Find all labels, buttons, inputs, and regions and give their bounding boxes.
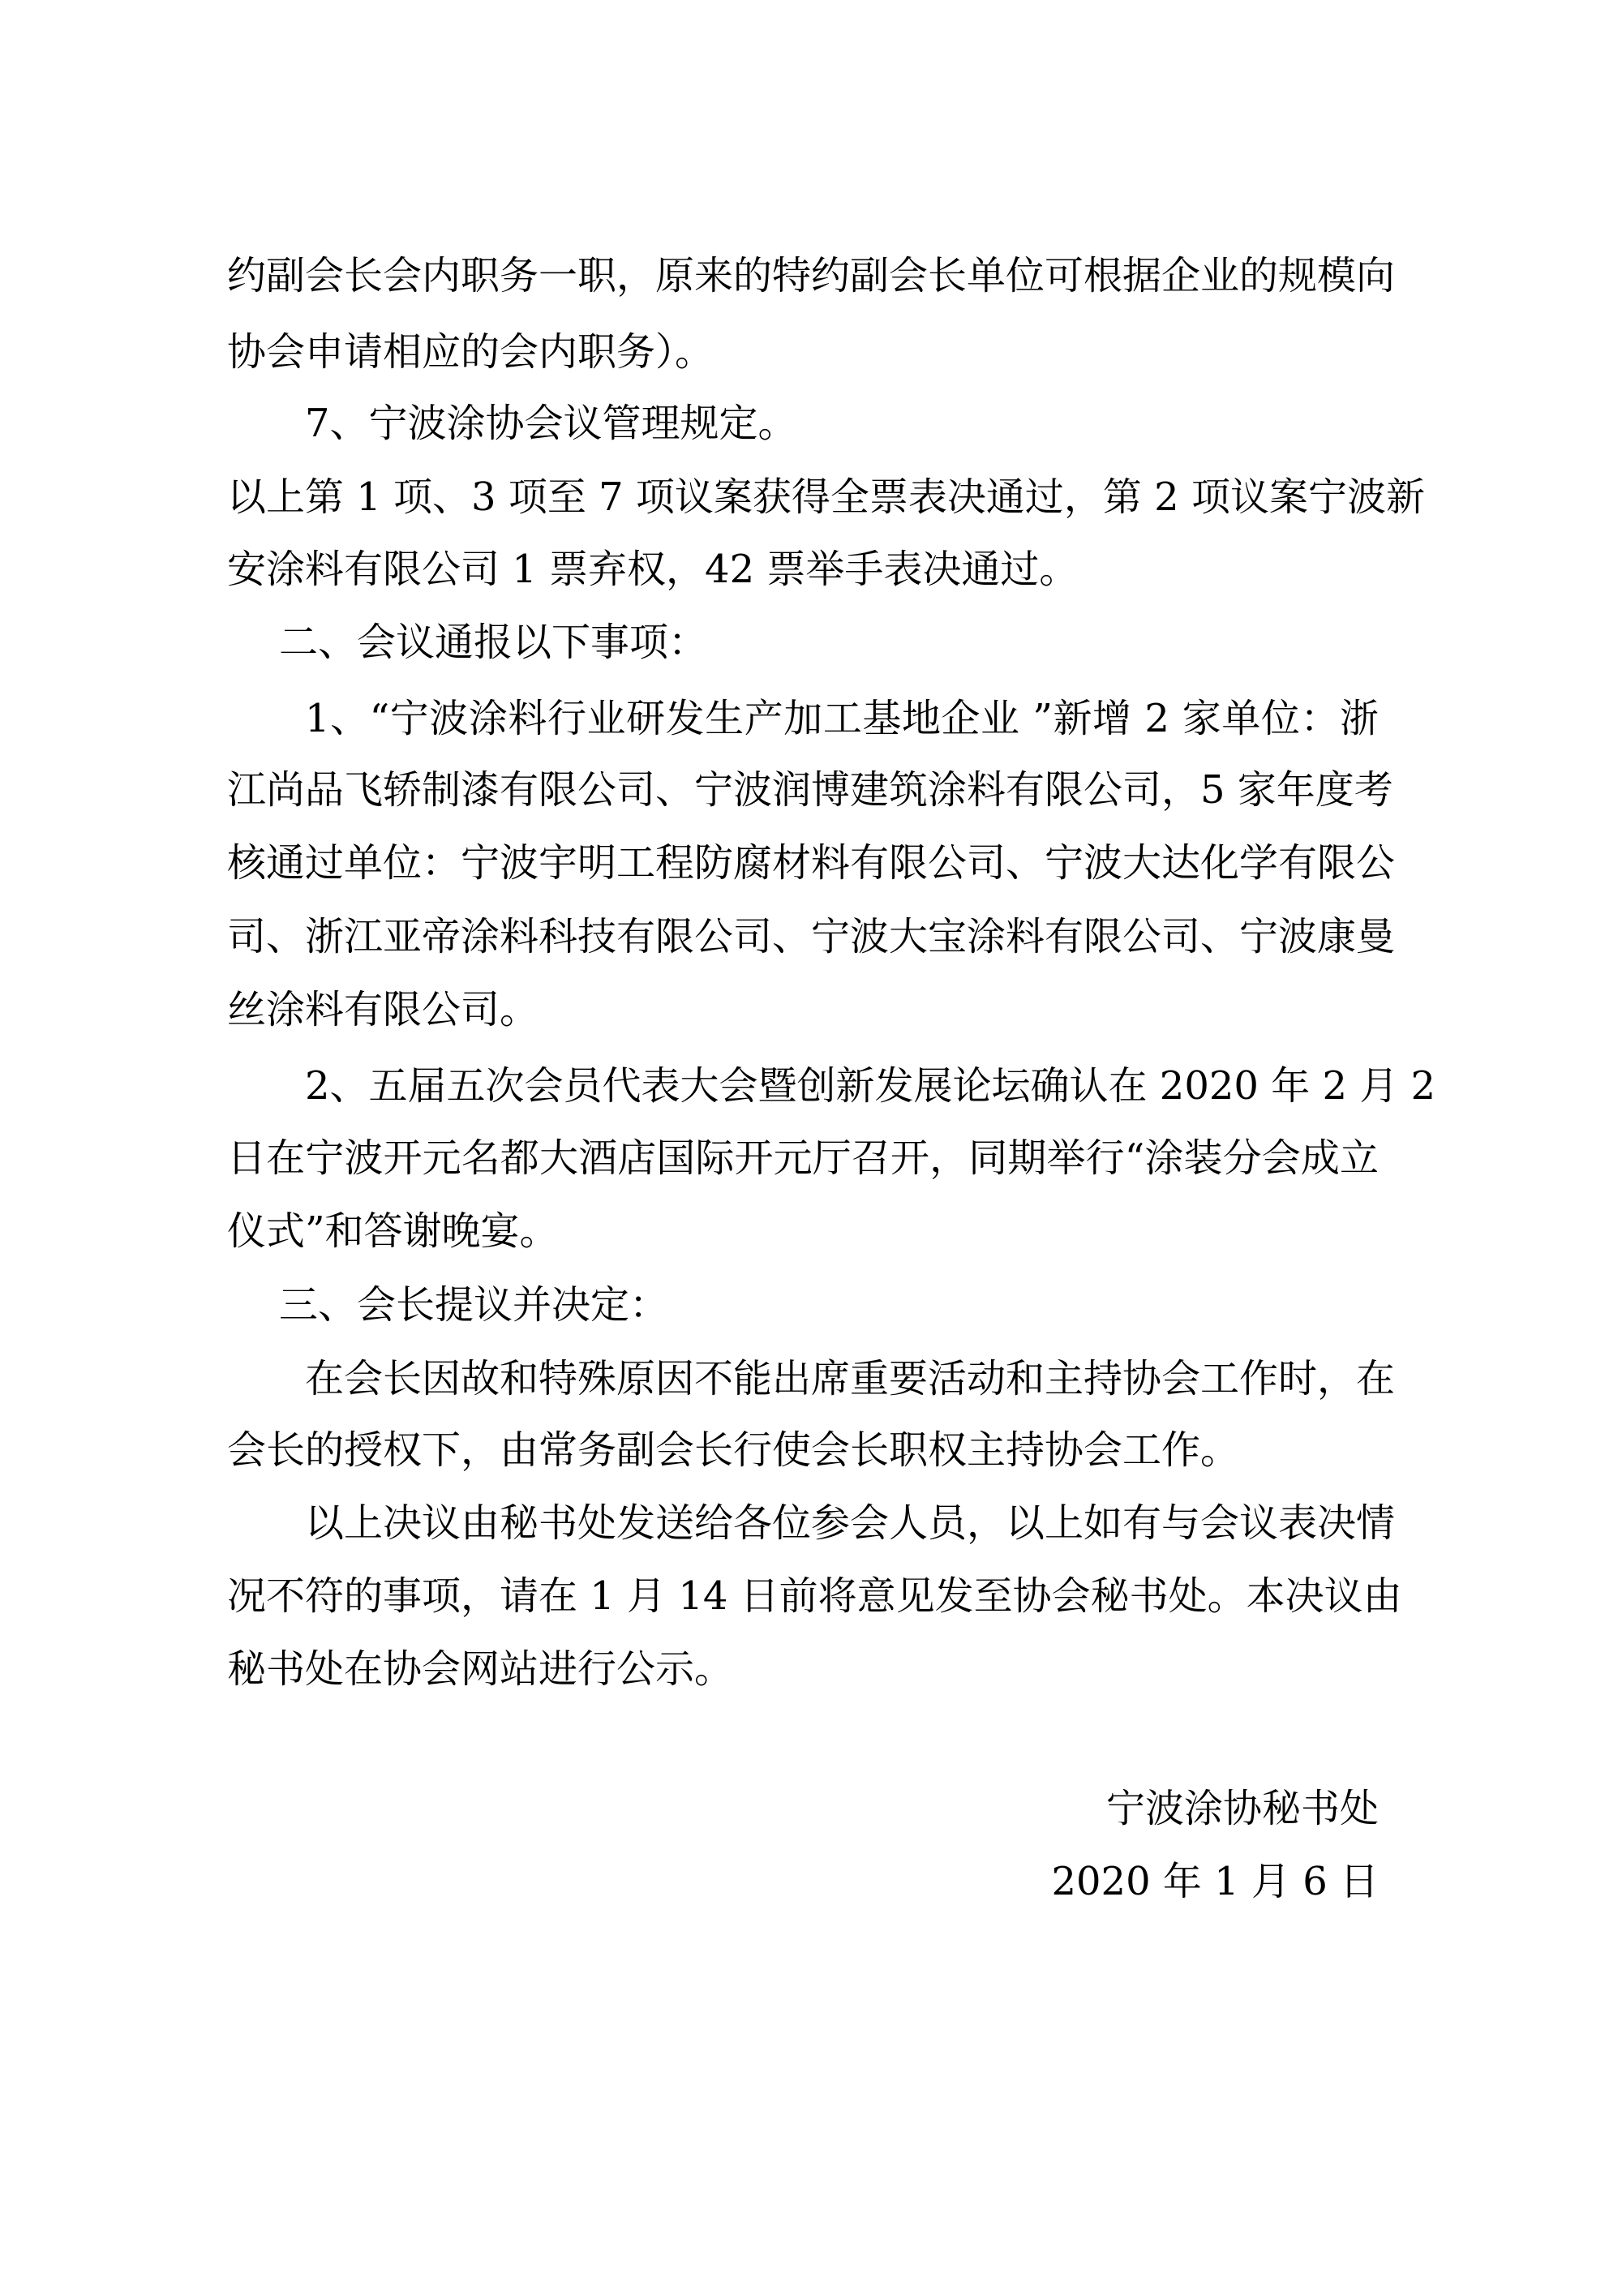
body-line: 况不符的事项，请在 1 月 14 日前将意见发至协会秘书处。本决议由: [227, 1573, 1402, 1619]
body-line: 核通过单位：宁波宇明工程防腐材料有限公司、宁波大达化学有限公: [227, 840, 1396, 886]
body-line: 江尚品飞轿制漆有限公司、宁波润博建筑涂料有限公司，5 家年度考: [227, 767, 1393, 813]
body-line: 秘书处在协会网站进行公示。: [227, 1646, 734, 1692]
body-line: 协会申请相应的会内职务）。: [227, 329, 714, 375]
body-line: 1、“宁波涂料行业研发生产加工基地企业 ”新增 2 家单位：浙: [305, 696, 1379, 741]
list-item: 7、宁波涂协会议管理规定。: [305, 401, 797, 446]
section-heading: 二、会议通报以下事项：: [279, 620, 708, 665]
body-line: 丝涂料有限公司。: [227, 987, 539, 1032]
body-line: 仪式”和答谢晚宴。: [227, 1208, 559, 1254]
signature-date: 2020 年 1 月 6 日: [1051, 1859, 1379, 1904]
signature-organization: 宁波涂协秘书处: [1105, 1786, 1379, 1831]
body-line: 以上第 1 项、3 项至 7 项议案获得全票表决通过，第 2 项议案宁波新: [227, 474, 1425, 520]
body-line: 会长的授权下，由常务副会长行使会长职权主持协会工作。: [227, 1427, 1240, 1473]
body-line: 日在宁波开元名都大酒店国际开元厅召开，同期举行“涂装分会成立: [227, 1135, 1379, 1181]
body-line: 在会长因故和特殊原因不能出席重要活动和主持协会工作时，在: [305, 1356, 1396, 1401]
body-line: 以上决议由秘书处发送给各位参会人员，以上如有与会议表决情: [305, 1500, 1396, 1546]
section-heading: 三、会长提议并决定：: [279, 1282, 669, 1328]
body-line: 安涂料有限公司 1 票弃权，42 票举手表决通过。: [227, 547, 1079, 592]
body-line: 约副会长会内职务一职，原来的特约副会长单位可根据企业的规模向: [227, 253, 1396, 298]
body-line: 2、五届五次会员代表大会暨创新发展论坛确认在 2020 年 2 月 2: [305, 1063, 1436, 1109]
body-line: 司、浙江亚帝涂料科技有限公司、宁波大宝涂料有限公司、宁波康曼: [227, 914, 1396, 959]
